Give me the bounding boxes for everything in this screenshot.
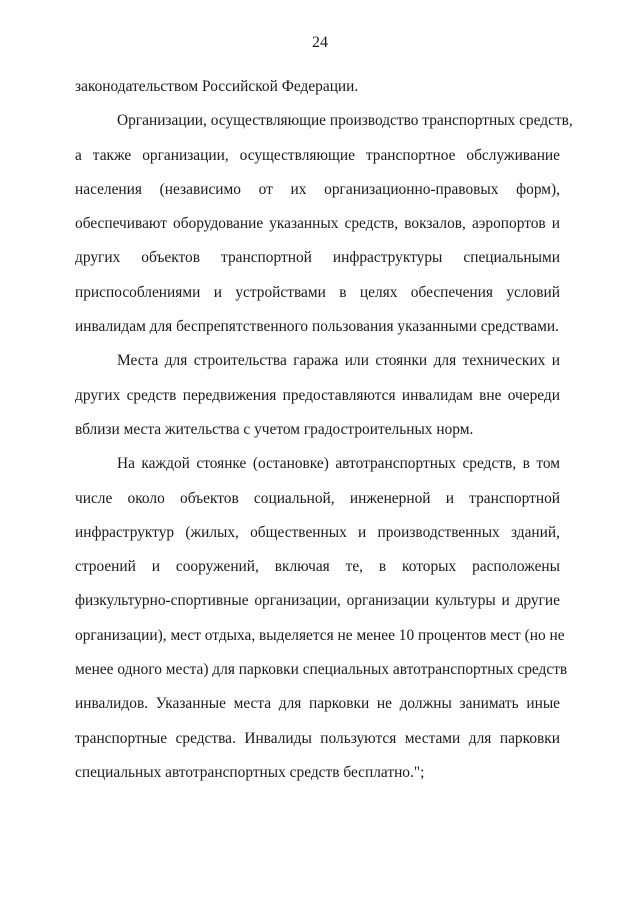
text-line: а также организации, осуществляющие транспортное обслуживание: [75, 146, 560, 164]
text-line: специальных автотранспортных средств бесплатно.";: [75, 763, 425, 781]
text-line: строений и сооружений, включая те, в которых расположены: [75, 558, 560, 576]
page-number: 24: [312, 34, 328, 51]
text-line: других объектов транспортной инфраструктуры специальными: [75, 249, 560, 267]
paragraph-garage-places: [75, 344, 560, 447]
paragraph-transport-organizations: [75, 104, 573, 344]
text-line: приспособлениями и устройствами в целях обеспечения условий: [75, 283, 560, 301]
text-line: Места для строительства гаража или стоянки для технических и: [117, 352, 560, 370]
text-line: инвалидам для беспрепятственного пользования указанными средствами.: [75, 318, 559, 336]
paragraph-continuation: [75, 70, 560, 104]
text-line: организации), мест отдыха, выделяется не менее 10 процентов мест (но не: [75, 626, 565, 644]
text-line: транспортные средства. Инвалиды пользуются местами для парковки: [75, 729, 560, 747]
paragraph-parking-places: [75, 447, 568, 790]
text-line: На каждой стоянке (остановке) автотранспортных средств, в том: [117, 455, 560, 473]
text-line: инфраструктур (жилых, общественных и производственных зданий,: [75, 523, 560, 541]
text-line: числе около объектов социальной, инженерной и транспортной: [75, 489, 560, 507]
text-line: других средств передвижения предоставляются инвалидам вне очереди: [75, 386, 560, 404]
text-line: вблизи места жительства с учетом градостроительных норм.: [75, 420, 474, 438]
text-line: инвалидов. Указанные места для парковки не должны занимать иные: [75, 695, 560, 713]
text-line: менее одного места) для парковки специальных автотранспортных средств: [75, 661, 568, 679]
text-line: физкультурно-спортивные организации, организации культуры и другие: [75, 592, 560, 610]
text-line: населения (независимо от их организационно-правовых форм),: [75, 180, 560, 198]
text-line: Организации, осуществляющие производство транспортных средств,: [117, 112, 573, 130]
text-line: законодательством Российской Федерации.: [75, 78, 359, 95]
text-line: обеспечивают оборудование указанных средств, вокзалов, аэропортов и: [75, 215, 560, 233]
document-body: [75, 70, 573, 790]
